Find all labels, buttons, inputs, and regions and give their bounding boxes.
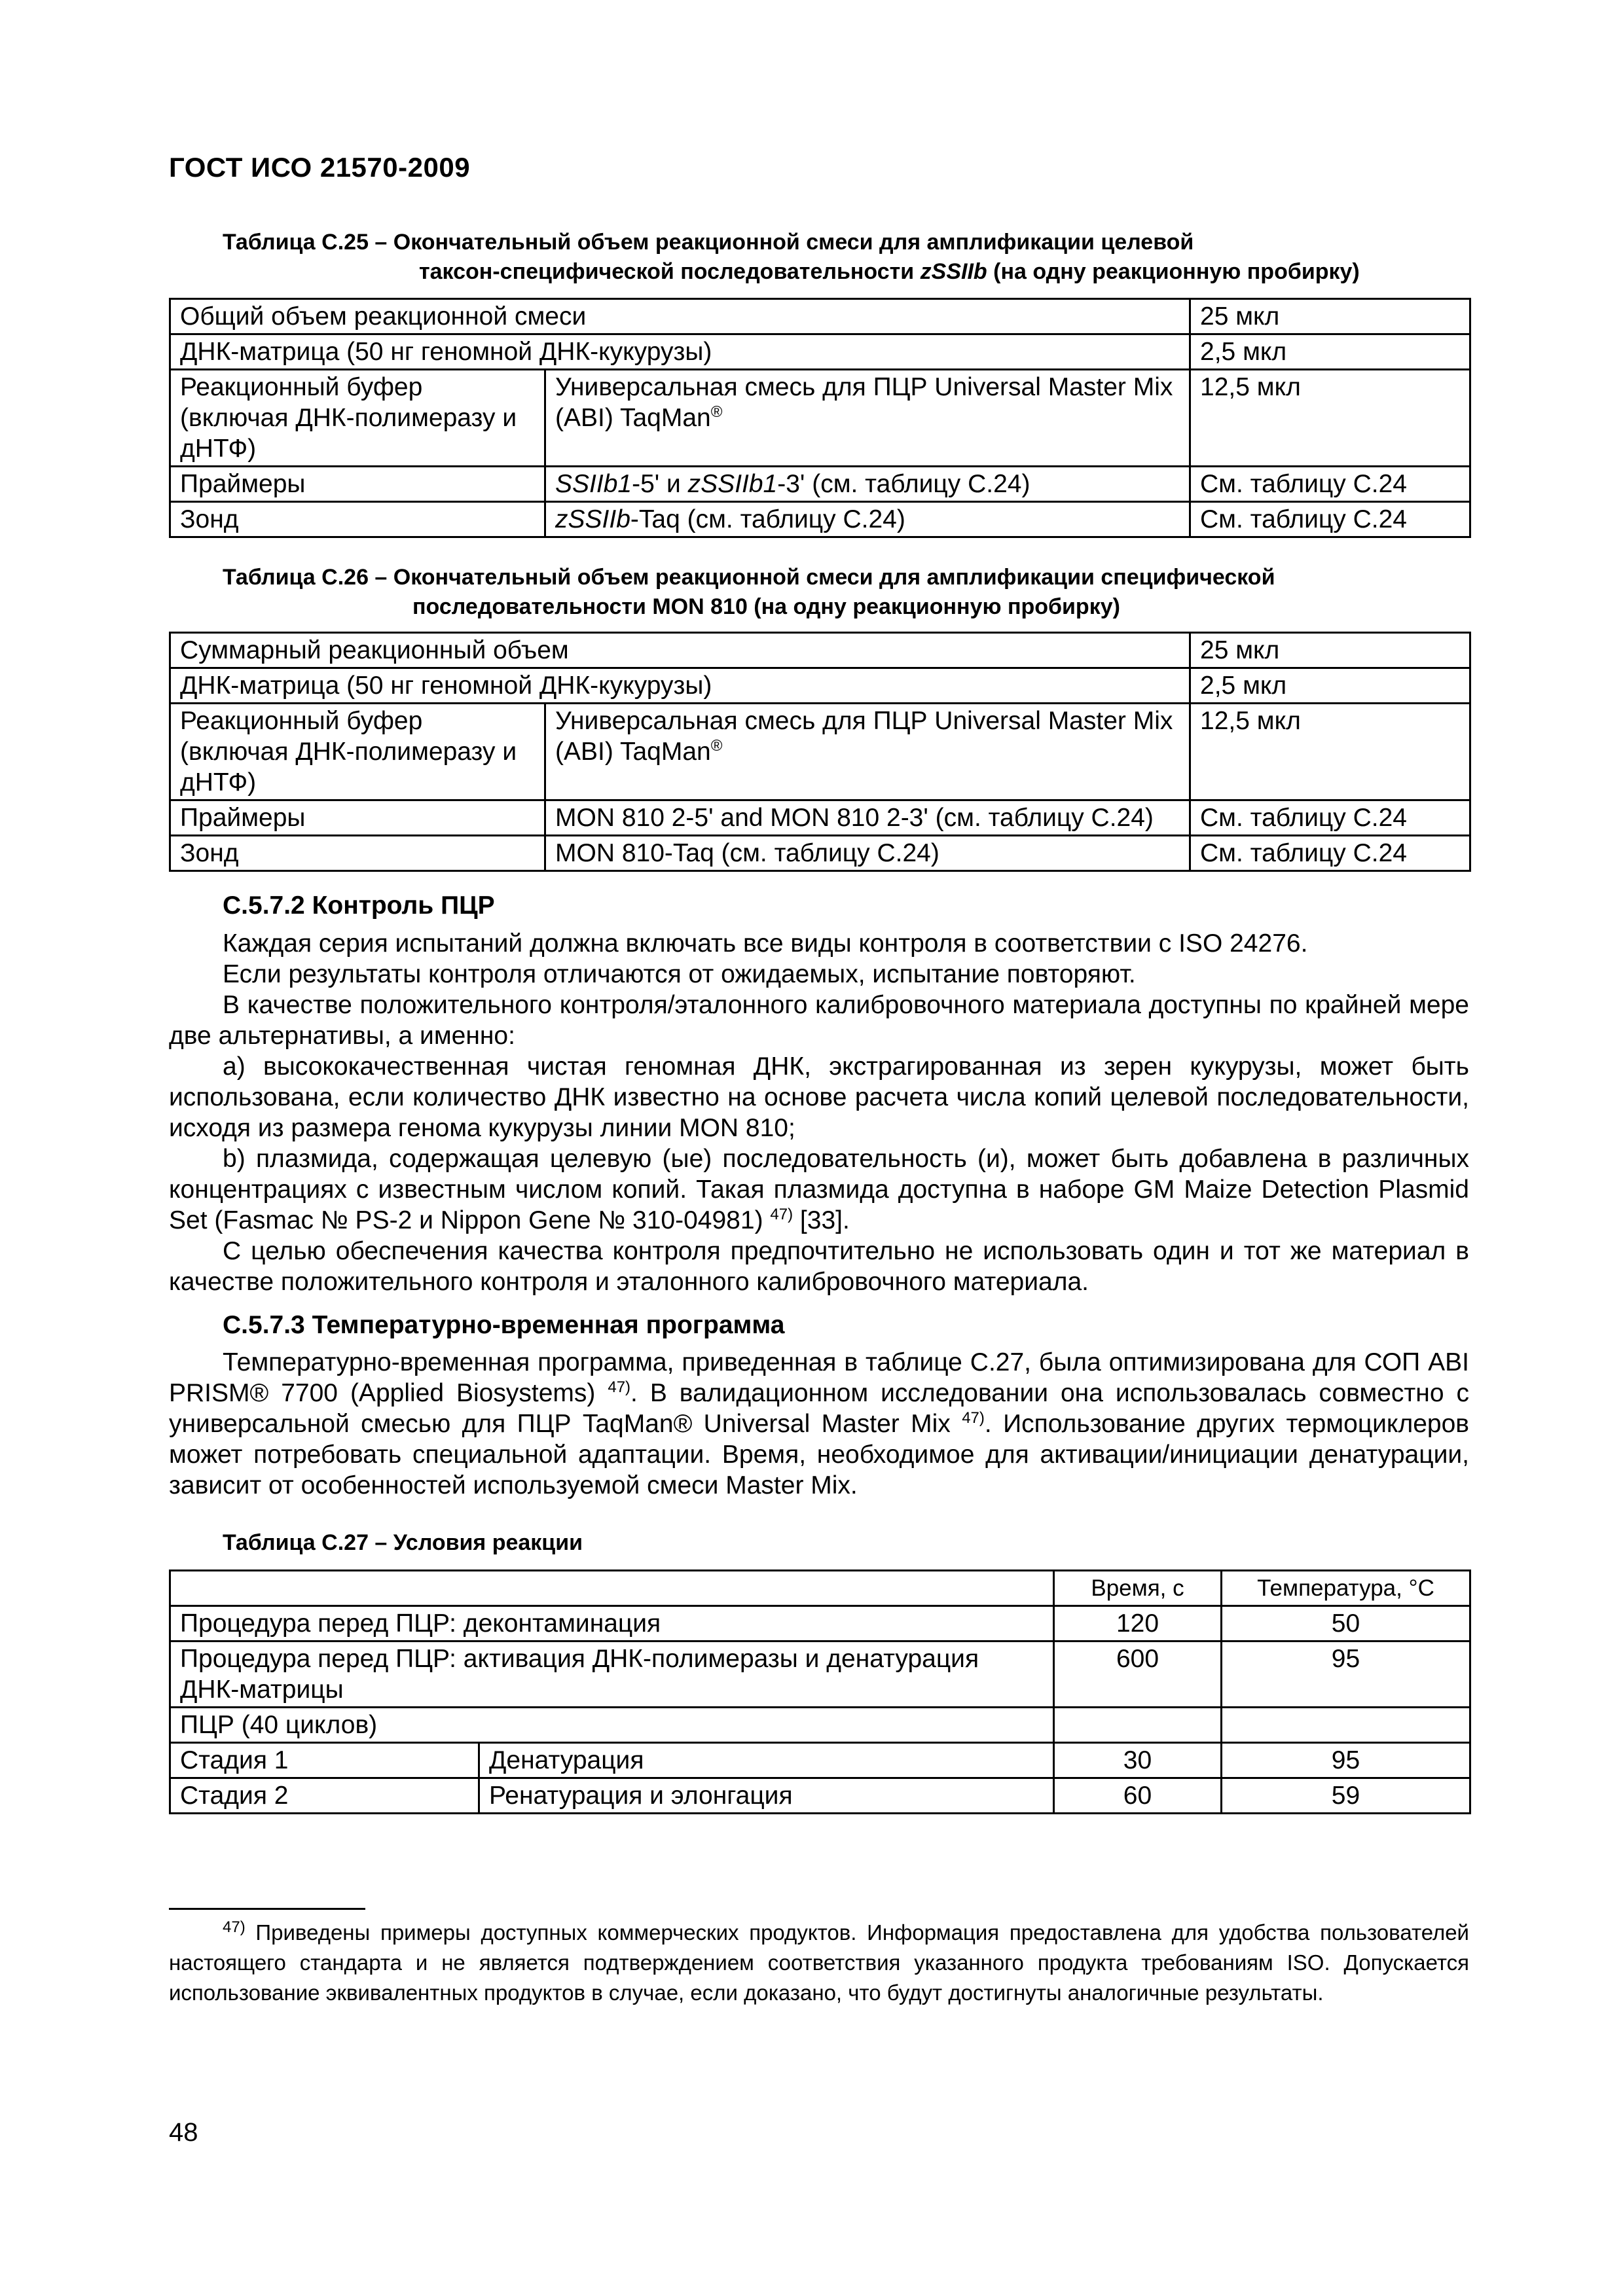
table-cell: Праймеры xyxy=(170,800,545,836)
table-cell: 12,5 мкл xyxy=(1190,704,1470,800)
table-row xyxy=(170,704,1470,800)
table-cell: Ренатурация и элонгация xyxy=(479,1778,1054,1814)
footnote-marker: 47) xyxy=(223,1918,246,1936)
table-cell: См. таблицу С.24 xyxy=(1190,836,1470,871)
table-cell: MON 810-Taq (см. таблицу С.24) xyxy=(545,836,1190,871)
table-row xyxy=(170,1778,1470,1814)
table-row xyxy=(170,1743,1470,1778)
table-cell: zSSIIb-Taq (см. таблицу С.24) xyxy=(545,502,1190,537)
table-cell: Денатурация xyxy=(479,1743,1054,1778)
section-573-paragraph-1: Температурно-временная программа, приведенная в таблице С.27, была оптимизирована для СОП ABI PRISM® 7700 (Applied Biosystems) $^{47)}$. В валидационном исследовании она использовалась совместно с универсальной смесью для ПЦР TaqMan® Universal Master Mix $^{47)}$. Использование других термоциклеров может потребовать специальной адаптации. Время, необходимое для активации/инициации денатурации, зависит от особенностей используемой смеси Master Mix. xyxy=(169,1348,1469,1499)
table-c25-caption-line2: таксон-специфической последовательности zSSIIb (на одну реакционную пробирку) xyxy=(419,259,1360,284)
section-572-paragraph-4: a) высококачественная чистая геномная ДНК, экстрагированная из зерен кукурузы, может быть использована, если количество ДНК известно на основе расчета числа копий целевой последовательности, исходя из размера генома кукурузы линии MON 810; xyxy=(169,1052,1469,1142)
table-row xyxy=(170,800,1470,836)
table-cell xyxy=(1222,1708,1470,1743)
table-cell: Стадия 2 xyxy=(170,1778,479,1814)
table-c27 xyxy=(169,1570,1471,1814)
table-cell: Реакционный буфер (включая ДНК-полимеразу и дНТФ) xyxy=(170,704,545,800)
table-header-row xyxy=(170,1571,1470,1606)
table-cell: См. таблицу С.24 xyxy=(1190,467,1470,502)
document-header: ГОСТ ИСО 21570-2009 xyxy=(169,152,471,183)
table-cell: Общий объем реакционной смеси xyxy=(170,299,1190,334)
table-cell: Процедура перед ПЦР: деконтаминация xyxy=(170,1606,1054,1641)
table-row xyxy=(170,633,1470,668)
table-row xyxy=(170,502,1470,537)
table-c27-caption: Таблица С.27 – Условия реакции xyxy=(223,1530,583,1555)
table-cell: 25 мкл xyxy=(1190,299,1470,334)
table-row xyxy=(170,334,1470,370)
footnote-divider xyxy=(169,1908,365,1910)
table-row xyxy=(170,467,1470,502)
table-c25-caption-line1: Таблица С.25 – Окончательный объем реакционной смеси для амплификации целевой xyxy=(223,230,1194,255)
table-cell: 2,5 мкл xyxy=(1190,668,1470,704)
table-cell xyxy=(1054,1708,1222,1743)
table-cell: См. таблицу С.24 xyxy=(1190,502,1470,537)
table-header-time: Время, с xyxy=(1054,1571,1222,1606)
table-cell: 2,5 мкл xyxy=(1190,334,1470,370)
table-cell: Реакционный буфер (включая ДНК-полимеразу и дНТФ) xyxy=(170,370,545,467)
table-row xyxy=(170,1641,1470,1708)
section-572-paragraph-5: b) плазмида, содержащая целевую (ые) последовательность (и), может быть добавлена в различных концентрациях с известным числом копий. Такая плазмида доступна в наборе GM Maize Detection Plasmid Set (Fasmac № PS-2 и Nippon Gene № 310-04981) $^{47)}$ [33]. xyxy=(169,1145,1469,1234)
table-cell: 120 xyxy=(1054,1606,1222,1641)
table-cell: Зонд xyxy=(170,836,545,871)
table-header-temperature: Температура, °С xyxy=(1222,1571,1470,1606)
table-row xyxy=(170,299,1470,334)
footnote: $^{47)}$ Приведены примеры доступных коммерческих продуктов. Информация предоставлена для удобства пользователей настоящего стандарта и не является подтверждением соответствия указанного продукта требованиям ISO. Допускается использование эквивалентных продуктов в случае, если доказано, что будут достигнуты аналогичные результаты. xyxy=(169,1918,1469,2005)
table-cell: Процедура перед ПЦР: активация ДНК-полимеразы и денатурация ДНК-матрицы xyxy=(170,1641,1054,1708)
table-cell: Суммарный реакционный объем xyxy=(170,633,1190,668)
table-cell: 95 xyxy=(1222,1743,1470,1778)
table-cell: Универсальная смесь для ПЦР Universal Master Mix (ABI) TaqMan® xyxy=(545,704,1190,800)
table-cell xyxy=(170,1571,1054,1606)
table-cell: 600 xyxy=(1054,1641,1222,1708)
table-cell: Универсальная смесь для ПЦР Universal Master Mix (ABI) TaqMan® xyxy=(545,370,1190,467)
table-c26-caption-line2: последовательности MON 810 (на одну реакционную пробирку) xyxy=(412,594,1120,619)
table-c25 xyxy=(169,298,1471,538)
table-cell: Зонд xyxy=(170,502,545,537)
table-c25-caption xyxy=(223,228,1467,287)
table-cell: 25 мкл xyxy=(1190,633,1470,668)
table-row xyxy=(170,836,1470,871)
table-cell: 12,5 мкл xyxy=(1190,370,1470,467)
table-c26-caption xyxy=(223,563,1467,622)
table-cell: ДНК-матрица (50 нг геномной ДНК-кукурузы) xyxy=(170,668,1190,704)
section-572-paragraph-1: Каждая серия испытаний должна включать все виды контроля в соответствии с ISO 24276. xyxy=(223,929,1308,958)
table-row xyxy=(170,370,1470,467)
table-cell: 95 xyxy=(1222,1641,1470,1708)
table-cell: 60 xyxy=(1054,1778,1222,1814)
table-cell: ПЦР (40 циклов) xyxy=(170,1708,1054,1743)
table-cell: SSIIb1-5' и zSSIIb1-3' (см. таблицу С.24) xyxy=(545,467,1190,502)
table-c26 xyxy=(169,632,1471,872)
table-cell: 30 xyxy=(1054,1743,1222,1778)
table-cell: 50 xyxy=(1222,1606,1470,1641)
table-row xyxy=(170,668,1470,704)
table-row xyxy=(170,1708,1470,1743)
section-572-title: С.5.7.2 Контроль ПЦР xyxy=(223,891,495,920)
table-cell: См. таблицу С.24 xyxy=(1190,800,1470,836)
section-572-paragraph-3: В качестве положительного контроля/эталонного калибровочного материала доступны по крайней мере две альтернативы, а именно: xyxy=(169,991,1469,1050)
table-c26-caption-line1: Таблица С.26 – Окончательный объем реакционной смеси для амплификации специфической xyxy=(223,565,1275,590)
table-cell: MON 810 2-5' and MON 810 2-3' (см. таблицу С.24) xyxy=(545,800,1190,836)
table-cell: 59 xyxy=(1222,1778,1470,1814)
table-cell: ДНК-матрица (50 нг геномной ДНК-кукурузы) xyxy=(170,334,1190,370)
table-cell: Стадия 1 xyxy=(170,1743,479,1778)
section-573-title: С.5.7.3 Температурно-временная программа xyxy=(223,1311,785,1339)
table-cell: Праймеры xyxy=(170,467,545,502)
section-572-paragraph-2: Если результаты контроля отличаются от ожидаемых, испытание повторяют. xyxy=(223,960,1136,988)
table-row xyxy=(170,1606,1470,1641)
page-number: 48 xyxy=(169,2118,198,2147)
section-572-paragraph-6: С целью обеспечения качества контроля предпочтительно не использовать один и тот же материал в качестве положительного контроля и эталонного калибровочного материала. xyxy=(169,1237,1469,1296)
